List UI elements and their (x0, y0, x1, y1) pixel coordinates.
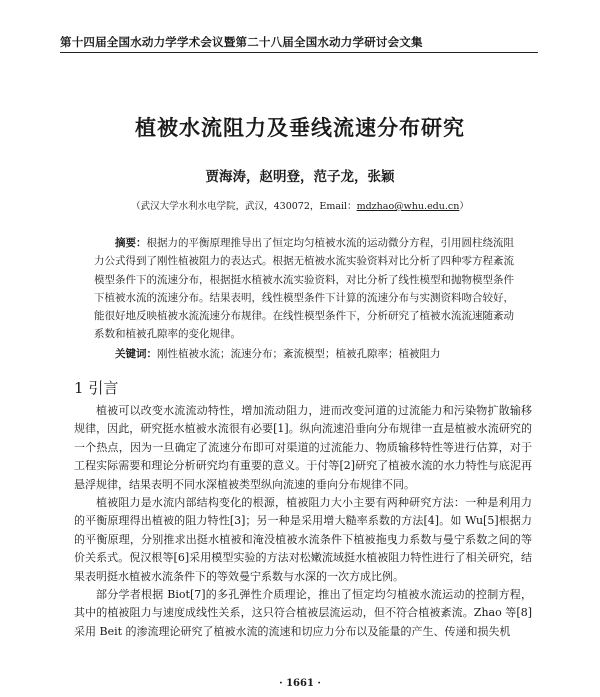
header-rule (60, 52, 538, 53)
keywords-label: 关键词： (115, 348, 157, 360)
body-paragraph: 植被阻力是水流内部结构变化的根源，植被阻力大小主要有两种研究方法：一种是利用力的平衡原理得出植被的阻力特性[3]；另一种是采用增大糙率系数的方法[4]。如 Wu[5]根据力的平衡原理，分别推求出挺水植被和淹没植被水流条件下植被拖曳力系数与曼宁系数之间的等价关系式。倪汉根等[6]采用模型实验的方法对松嫩流域挺水植被阻力特性进行了相关研究，结果表明挺水植被水流条件下的等效曼宁系数与水深的一次方成比例。 (74, 496, 532, 583)
section-number: 1 (74, 379, 84, 397)
page-number: · 1661 · (279, 678, 321, 689)
abstract-text: 根据力的平衡原理推导出了恒定均匀植被水流的运动微分方程，引用圆柱绕流阻力公式得到了刚性植被阻力的表达式。根据无植被水流实验资料对比分析了四种零方程紊流模型条件下的流速分布，根据挺水植被水流实验资料，对比分析了线性模型和抛物模型条件下植被水流的流速分布。结果表明，线性模型条件下计算的流速分布与实测资料吻合较好，能很好地反映植被水流流速分布规律。在线性模型条件下，分析研究了植被水流流速随紊动系数和植被孔隙率的变化规律。 (94, 237, 514, 341)
abstract-label: 摘要： (115, 237, 147, 249)
keywords-text: 刚性植被水流；流速分布；紊流模型；植被孔隙率；植被阻力 (157, 348, 441, 360)
affiliation (0, 198, 600, 212)
keywords (94, 345, 514, 363)
email-link[interactable]: mdzhao@whu.edu.cn (356, 201, 460, 212)
abstract (94, 234, 514, 344)
paper-title: 植被水流阻力及垂线流速分布研究 (135, 115, 465, 140)
author-list: 贾海涛，赵明登，范子龙，张颖 (205, 169, 395, 185)
body-text (74, 402, 532, 641)
affiliation-close: ） (459, 201, 469, 212)
affiliation-text: （武汉大学水利水电学院，武汉，430072，Email： (131, 201, 357, 212)
section-title: 引言 (88, 379, 119, 397)
section-heading (74, 377, 118, 398)
body-paragraph: 部分学者根据 Biot[7]的多孔弹性介质理论，推出了恒定均匀植被水流运动的控制方程，其中的植被阻力与速度成线性关系，这只符合植被层流运动，但不符合植被紊流。Zhao 等[8]采用 Beit 的渗流理论研究了植被水流的流速和切应力分布以及能量的产生、传递和损失机 (74, 588, 532, 638)
body-paragraph: 植被可以改变水流流动特性，增加流动阻力，进而改变河道的过流能力和污染物扩散输移规律，因此，研究挺水植被水流很有必要[1]。纵向流速沿垂向分布规律一直是植被水流研究的一个热点，因为一旦确定了流速分布即可对渠道的过流能力、物质输移特性等进行估算，对于工程实际需要和理论分析研究均有重要的意义。于付等[2]研究了植被水流的水力特性与底泥再悬浮规律，结果表明不同水深植被类型纵向流速的垂向分布规律不同。 (74, 404, 532, 491)
running-header: 第十四届全国水动力学学术会议暨第二十八届全国水动力学研讨会文集 (60, 35, 423, 49)
